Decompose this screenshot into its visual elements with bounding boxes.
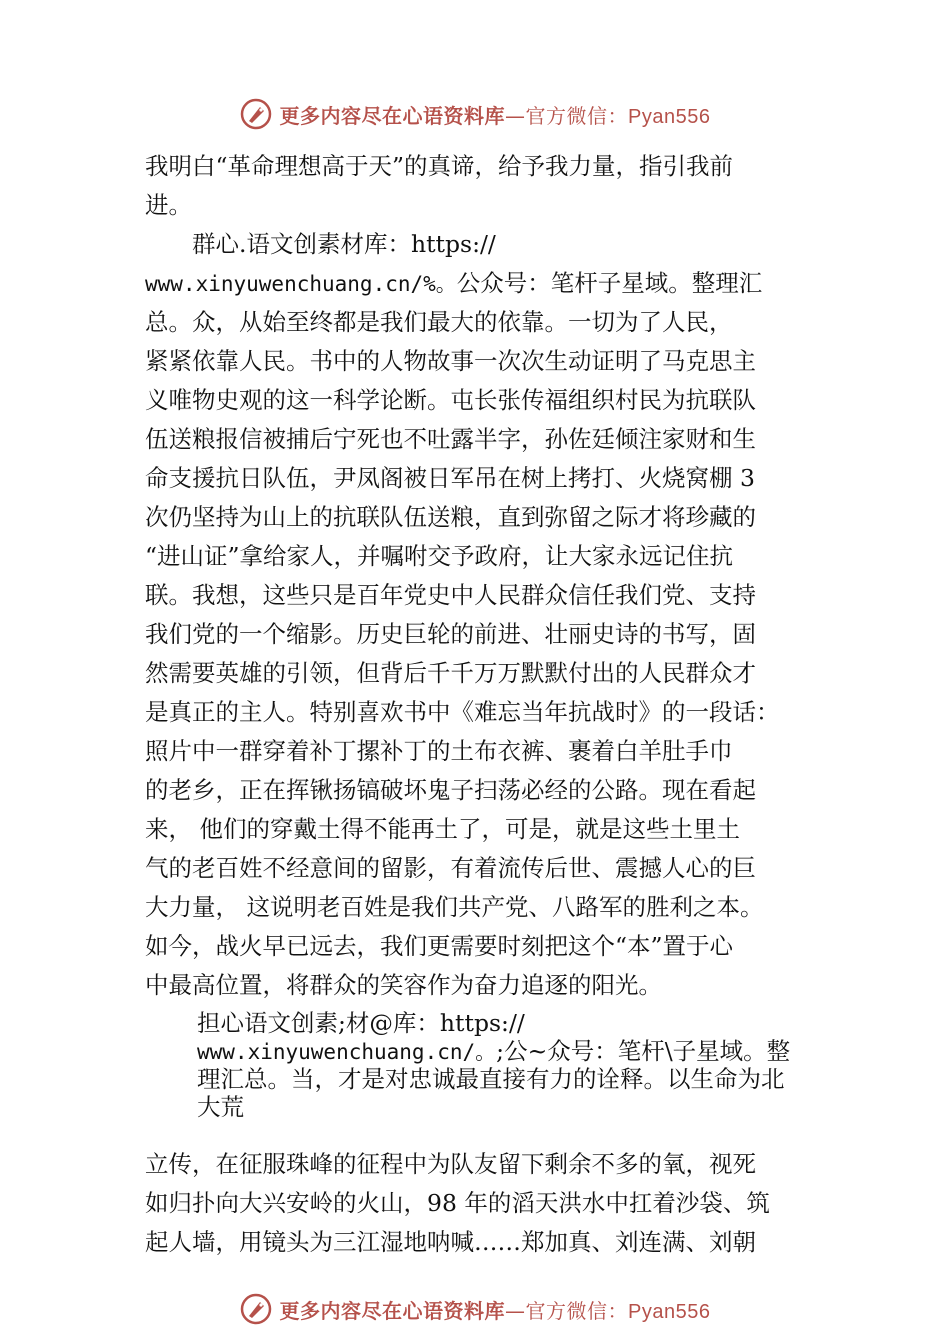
body-line: 的老乡，正在挥锹扬镐破坏鬼子扫荡必经的公路。现在看起 <box>145 776 756 804</box>
source-note-line: 大荒 <box>197 1093 244 1121</box>
banner-text <box>280 100 711 129</box>
body-line: 次仍坚持为山上的抗联队伍送粮，直到弥留之际才将珍藏的 <box>145 503 756 531</box>
banner-text <box>280 1295 711 1324</box>
source-note-line <box>197 1037 825 1065</box>
source-note-2 <box>145 1009 825 1121</box>
source-url: www.xinyuwenchuang.cn/%。 <box>145 272 457 296</box>
body-line: 照片中一群穿着补丁摞补丁的土布衣裤、裹着白羊肚手巾 <box>145 737 733 765</box>
body-line: “进山证”拿给家人，并嘱咐交予政府，让大家永远记住抗 <box>145 542 734 570</box>
body-line: 大力量， 这说明老百姓是我们共产党、八路军的胜利之本。 <box>145 893 764 921</box>
body-line: 我明白“革命理想高于天”的真谛，给予我力量，指引我前 <box>145 152 734 180</box>
source-note-text: 公众号：笔杆子星域。整理汇 <box>456 269 763 297</box>
body-line: 然需要英雄的引领，但背后千千万万默默付出的人民群众才 <box>145 659 756 687</box>
banner-dash: — <box>505 1298 526 1323</box>
source-note-line: 担心语文创素;材@库：https:// <box>197 1009 525 1037</box>
body-line: 中最高位置，将群众的笑容作为奋力追逐的阳光。 <box>145 971 662 999</box>
source-note-line <box>145 264 825 303</box>
body-line: 义唯物史观的这一科学论断。屯长张传福组织村民为抗联队 <box>145 386 756 414</box>
banner-wechat-id: Pyan556 <box>628 105 711 128</box>
body-line: 进。 <box>145 191 192 219</box>
banner-wechat-label: 官方微信： <box>525 103 629 128</box>
body-line: 伍送粮报信被捕后宁死也不吐露半字，孙佐廷倾注家财和生 <box>145 425 756 453</box>
body-line: 联。我想，这些只是百年党史中人民群众信任我们党、支持 <box>145 581 756 609</box>
banner-wechat-id: Pyan556 <box>628 1300 711 1323</box>
source-url: www.xinyuwenchuang.cn/。 <box>197 1040 497 1064</box>
banner-title: 更多内容尽在心语资料库 <box>279 1298 506 1323</box>
body-line: 命支援抗日队伍，尹凤阁被日军吊在树上拷打、火烧窝棚 3 <box>145 464 755 492</box>
pen-nib-logo-icon <box>240 1293 272 1325</box>
source-note-line: 理汇总。当，才是对忠诚最直接有力的诠释。以生命为北 <box>197 1065 785 1093</box>
banner-dash: — <box>505 103 526 128</box>
banner-wechat-label: 官方微信： <box>525 1298 629 1323</box>
source-note-text: 群心.语文创素材库：https:// <box>192 230 496 258</box>
body-line: 总。众，从始至终都是我们最大的依靠。一切为了人民， <box>145 308 733 336</box>
body-line: 起人墙，用镜头为三江湿地呐喊……郑加真、刘连满、刘朝 <box>145 1228 756 1256</box>
header-banner <box>0 92 950 136</box>
source-note-text: ;公~众号：笔杆\子星域。整 <box>496 1037 791 1065</box>
banner-title: 更多内容尽在心语资料库 <box>279 103 506 128</box>
footer-banner <box>0 1287 950 1331</box>
body-line: 我们党的一个缩影。历史巨轮的前进、壮丽史诗的书写，固 <box>145 620 756 648</box>
body-line: 立传，在征服珠峰的征程中为队友留下剩余不多的氧，视死 <box>145 1150 756 1178</box>
body-line: 如今，战火早已远去，我们更需要时刻把这个“本”置于心 <box>145 932 734 960</box>
source-note-line <box>145 225 825 264</box>
body-line: 如归扑向大兴安岭的火山，98 年的滔天洪水中扛着沙袋、筑 <box>145 1189 770 1217</box>
body-line: 来， 他们的穿戴土得不能再土了，可是，就是这些土里土 <box>145 815 740 843</box>
body-line: 是真正的主人。特别喜欢书中《难忘当年抗战时》的一段话： <box>145 698 780 726</box>
body-line: 气的老百姓不经意间的留影，有着流传后世、震撼人心的巨 <box>145 854 756 882</box>
pen-nib-logo-icon <box>240 98 272 130</box>
body-line: 紧紧依靠人民。书中的人物故事一次次生动证明了马克思主 <box>145 347 756 375</box>
document-body <box>145 147 825 1262</box>
